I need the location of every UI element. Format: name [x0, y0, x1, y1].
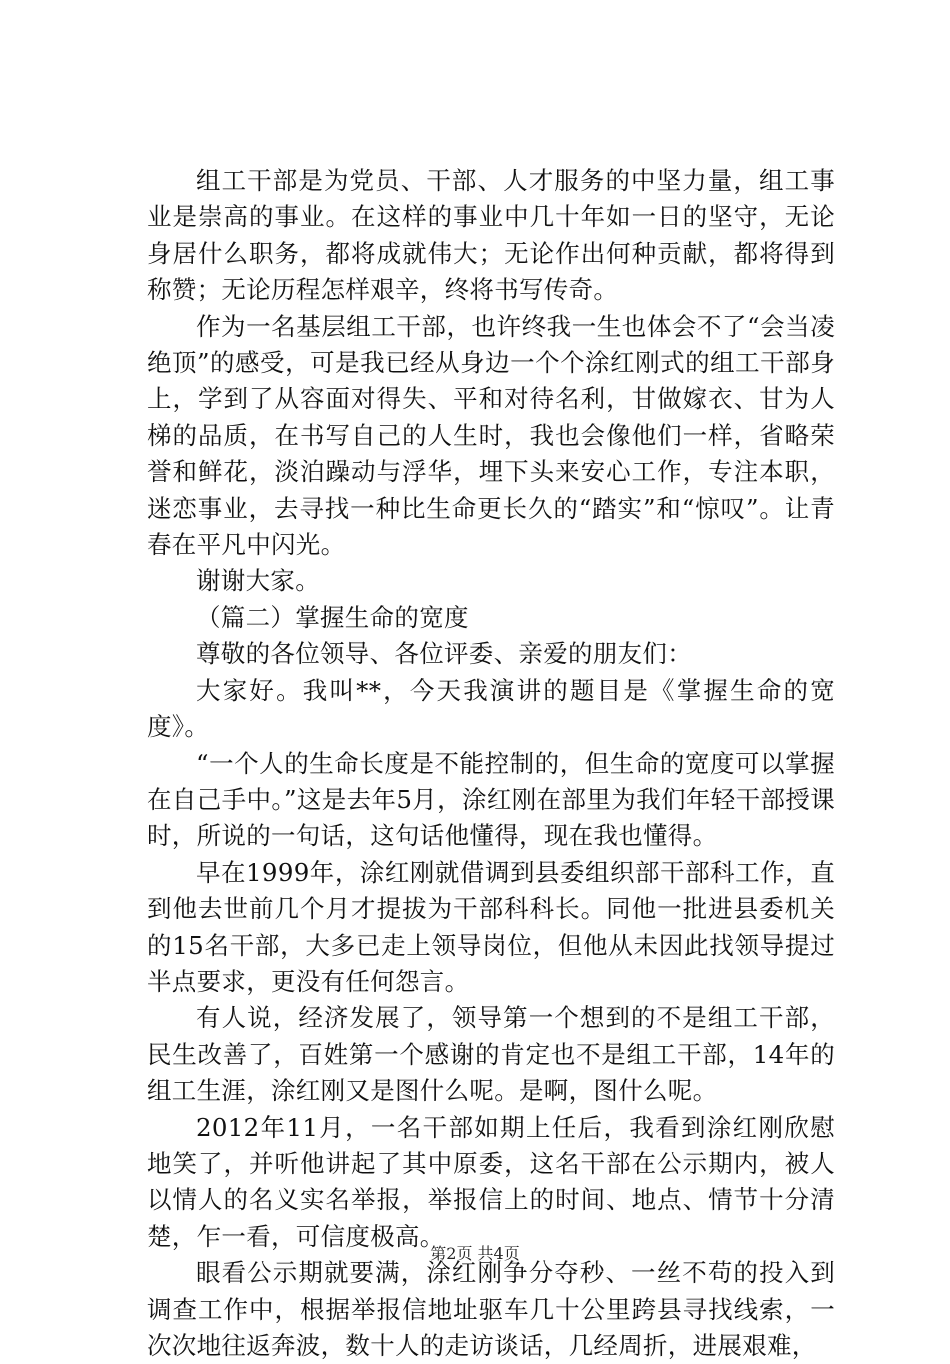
paragraph-closing: 谢谢大家。 — [196, 566, 320, 596]
salutation: 尊敬的各位领导、各位评委、亲爱的朋友们： — [196, 639, 692, 669]
paragraph-1: 组工干部是为党员、干部、人才服务的中坚力量，组工事业是崇高的事业。在这样的事业中几十年如一日的坚守，无论身居什么职务，都将成就伟大；无论作出何种贡献，都将得到称赞；无论历程怎样艰辛，终将书写传奇。 — [147, 166, 835, 305]
section-heading: （篇二）掌握生命的宽度 — [196, 602, 469, 632]
paragraph-investigation: 眼看公示期就要满，涂红刚争分夺秒、一丝不苟的投入到调查工作中，根据举报信地址驱车几十公里跨县寻找线索，一次次地往返奔波，数十人的走访谈话，几经周折，进展艰难， — [147, 1258, 835, 1360]
paragraph-quote: “一个人的生命长度是不能控制的，但生命的宽度可以掌握在自己手中。”这是去年5月，涂红刚在部里为我们年轻干部授课时，所说的一句话，这句话他懂得，现在我也懂得。 — [147, 748, 835, 851]
paragraph-career: 有人说，经济发展了，领导第一个想到的不是组工干部，民生改善了，百姓第一个感谢的肯定也不是组工干部，14年的组工生涯，涂红刚又是图什么呢。是啊，图什么呢。 — [147, 1003, 835, 1106]
paragraph-1999: 早在1999年，涂红刚就借调到县委组织部干部科工作，直到他去世前几个月才提拔为干部科科长。同他一批进县委机关的15名干部，大多已走上领导岗位，但他从未因此找领导提过半点要求，更没有任何怨言。 — [147, 857, 835, 996]
page-footer: 第2页 共4页 — [430, 1244, 520, 1263]
paragraph-2: 作为一名基层组工干部，也许终我一生也体会不了“会当凌绝顶”的感受，可是我已经从身边一个个涂红刚式的组工干部身上，学到了从容面对得失、平和对待名利，甘做嫁衣、甘为人梯的品质，在书写自己的人生时，我也会像他们一样，省略荣誉和鲜花，淡泊躁动与浮华，埋下头来安心工作，专注本职，迷恋事业，去寻找一种比生命更长久的“踏实”和“惊叹”。让青春在平凡中闪光。 — [147, 311, 836, 560]
paragraph-intro: 大家好。我叫**，今天我演讲的题目是《掌握生命的宽度》。 — [147, 675, 835, 742]
body-text — [147, 163, 835, 1364]
paragraph-2012: 2012年11月，一名干部如期上任后，我看到涂红刚欣慰地笑了，并听他讲起了其中原委，这名干部在公示期内，被人以情人的名义实名举报，举报信上的时间、地点、情节十分清楚，乍一看，可信度极高。 — [147, 1112, 835, 1251]
